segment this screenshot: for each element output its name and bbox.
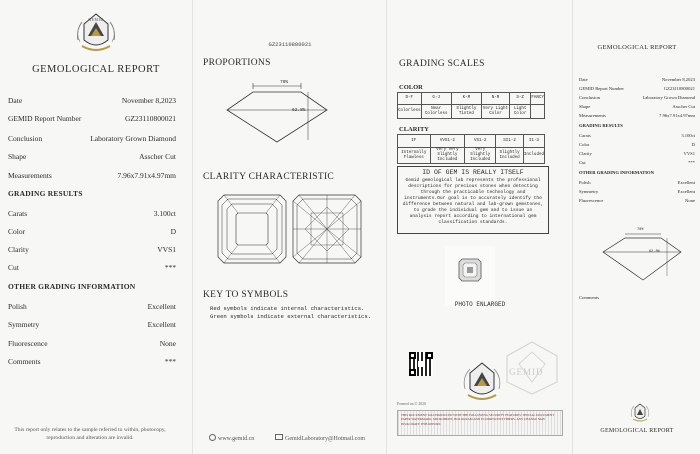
mini-table-percent: 70% bbox=[637, 228, 644, 232]
depth-percent: 62.8% bbox=[292, 108, 306, 113]
mini-row-cut: Cut *** bbox=[579, 160, 695, 165]
clarity-characteristic-heading: CLARITY CHARACTERISTIC bbox=[203, 172, 335, 182]
mini-row-measurements: Measurements 7.96x7.91x4.97mm bbox=[579, 113, 695, 118]
proportions-panel bbox=[192, 0, 387, 454]
website-link[interactable]: www.gemid.cn bbox=[209, 434, 254, 442]
clarity-scale-table: IF VVS1-2 VS1-2 SI1-2 I1-3 Internally Flawless Very Very Slightly Included Very Slightly Included Slightly Included Included bbox=[397, 134, 545, 164]
globe-icon bbox=[209, 434, 216, 441]
mini-grading-heading: GRADING RESULTS bbox=[579, 123, 623, 128]
other-row-comments: Comments *** bbox=[8, 357, 176, 366]
grading-row-carats: Carats 3.100ct bbox=[8, 209, 176, 218]
report-title: GEMOLOGICAL REPORT bbox=[32, 64, 160, 75]
gem-photo-image bbox=[445, 246, 495, 306]
mail-icon bbox=[275, 434, 283, 440]
mini-report-panel bbox=[572, 0, 700, 454]
mini-row-conclusion: Conclusion Laboratory Grown Diamond bbox=[579, 95, 695, 100]
key-line-green: Green symbols indicate external characteristics. bbox=[210, 313, 372, 320]
report-panel-main bbox=[0, 0, 192, 454]
mini-row-carats: Carats 3.100ct bbox=[579, 133, 695, 138]
mini-comments-label: Comments bbox=[579, 295, 599, 300]
proportions-diagram bbox=[215, 80, 347, 150]
mini-footer-title: GEMOLOGICAL REPORT bbox=[600, 428, 674, 434]
grading-row-color: Color D bbox=[8, 227, 176, 236]
mini-row-symmetry: Symmetry Excellent bbox=[579, 189, 695, 194]
other-row-fluorescence: Fluorescence None bbox=[8, 339, 176, 348]
grading-row-clarity: Clarity VVS1 bbox=[8, 245, 176, 254]
other-row-symmetry: Symmetry Excellent bbox=[8, 320, 176, 329]
detail-row-measurements: Measurements 7.96x7.91x4.97mm bbox=[8, 171, 176, 180]
grading-results-heading: GRADING RESULTS bbox=[8, 189, 83, 198]
id-box-text: Gemid gemological lab represents the professional descriptions for precious stones when detecting through the practicable technology and instruments.Our goal is to accurately identify the difference between natural and lab-grown gemstones, to grade the individual gem and to issue an analysis report according to international gem classification standards. bbox=[402, 178, 544, 225]
report-number-top: GZ23110800021 bbox=[268, 41, 312, 48]
gem-photo-frame bbox=[445, 246, 495, 306]
table-percent: 70% bbox=[280, 80, 289, 85]
mini-row-date: Date November 8,2023 bbox=[579, 77, 695, 82]
mini-row-color: Color D bbox=[579, 142, 695, 147]
security-disclaimer: THIS DOCUMENT WAS PRODUCED WITH THE FOLLOWING SECURITY FEATURES: SPECIAL DOCUMENT PAPER WATERMARK, MICROPRINT, HOLOGRAM AND FLUORESCENT FIBERS. ANY CHANGE MAY INVALIDATE THIS REPORT. bbox=[397, 410, 563, 436]
footer-note: This report only relates to the sample referred to within, photocopy, reproduction and alteration are invalid. bbox=[14, 427, 166, 441]
logo-text: GEMID bbox=[88, 17, 104, 22]
mini-row-fluorescence: Fluorescence None bbox=[579, 198, 695, 203]
email-link[interactable]: GemidLaboratory@Hotmail.com bbox=[275, 434, 365, 442]
watermark-text: GEMID bbox=[509, 367, 544, 377]
qr-code-icon[interactable] bbox=[409, 352, 433, 376]
mini-depth-percent: 62.8% bbox=[649, 250, 660, 254]
mini-row-report-number: GEMID Report Number GZ23110800021 bbox=[579, 86, 695, 91]
key-to-symbols-heading: KEY TO SYMBOLS bbox=[203, 290, 289, 300]
detail-row-report-number: GEMID Report Number GZ23110800021 bbox=[8, 114, 176, 123]
grading-scales-heading: GRADING SCALES bbox=[399, 59, 485, 69]
mini-report-title: GEMOLOGICAL REPORT bbox=[597, 44, 677, 51]
detail-row-conclusion: Conclusion Laboratory Grown Diamond bbox=[8, 134, 176, 143]
proportions-heading: PROPORTIONS bbox=[203, 58, 271, 68]
mini-other-heading: OTHER GRADING INFORMATION bbox=[579, 170, 654, 175]
mini-row-clarity: Clarity VVS1 bbox=[579, 151, 695, 156]
other-info-heading: OTHER GRADING INFORMATION bbox=[8, 282, 136, 291]
key-line-red: Red symbols indicate internal characteristics. bbox=[210, 305, 365, 312]
mini-row-shape: Shape Asscher Cut bbox=[579, 104, 695, 109]
id-statement-box bbox=[397, 166, 549, 234]
gemid-logo-icon bbox=[629, 402, 651, 424]
detail-row-shape: Shape Asscher Cut bbox=[8, 152, 176, 161]
color-scale-table: D-F G-J K-M N-R S-Z FANCY Colorless Near Colorless Slightly Tinted Very Light Color Light Color bbox=[397, 92, 545, 119]
formed-on-note: Formed on © 2020 bbox=[397, 402, 426, 406]
mini-proportions-diagram bbox=[595, 230, 695, 284]
crown-view-diagram bbox=[216, 193, 288, 265]
color-scale-heading: COLOR bbox=[399, 84, 423, 91]
pavilion-view-diagram bbox=[291, 193, 363, 265]
grading-scales-panel bbox=[386, 0, 573, 454]
grading-row-cut: Cut *** bbox=[8, 263, 176, 272]
id-box-title: ID OF GEM IS REALLY ITSELF bbox=[422, 169, 524, 176]
other-row-polish: Polish Excellent bbox=[8, 302, 176, 311]
photo-enlarged-label: PHOTO ENLARGED bbox=[454, 301, 506, 308]
mini-row-polish: Polish Excellent bbox=[579, 180, 695, 185]
clarity-scale-heading: CLARITY bbox=[399, 126, 429, 133]
detail-row-date: Date November 8,2023 bbox=[8, 96, 176, 105]
